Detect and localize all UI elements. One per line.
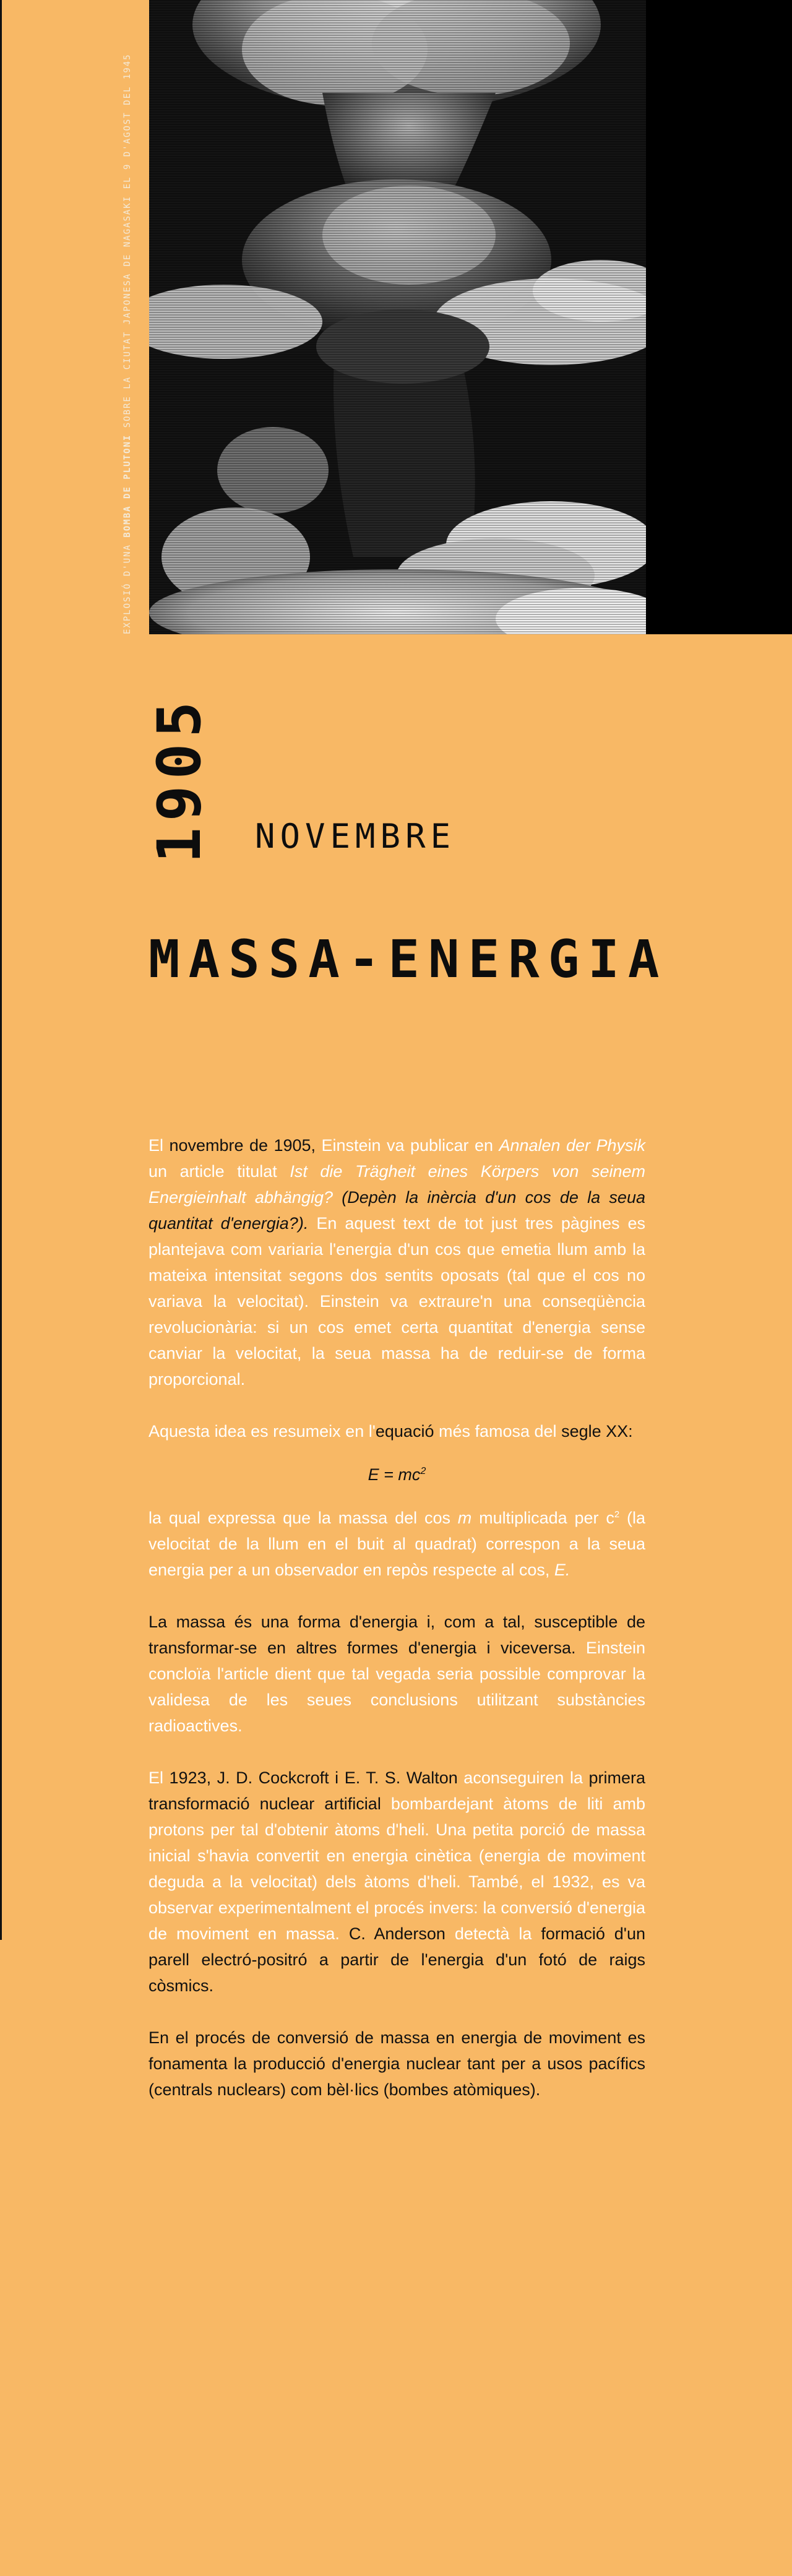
equation-formula: $E = mc^2$ xyxy=(368,1465,426,1484)
year-heading: 1905 xyxy=(145,695,214,863)
paragraph-equation-intro: Aquesta idea es resumeix en l'equació més famosa del segle XX: xyxy=(148,1422,633,1441)
paragraph-history: El 1923, J. D. Cockcroft i E. T. S. Walton aconseguiren la primera transformació nuclear artificial bombardejant àtoms de liti amb protons per tal d'obtenir àtoms d'heli. Una petita porció de massa inicial s'havia convertit en energia cinètica (energia de moviment deguda a la velocitat) dels àtoms d'heli. També, el 1932, es va observar experimentalment el procés invers: la conversió d'energia de moviment en massa. C. Anderson detectà la formació d'un parell electró-positró a partir de l'energia d'un fotó de raigs còsmics. xyxy=(148,1768,646,1995)
month-heading: NOVEMBRE xyxy=(255,817,456,856)
paragraph-equation-explanation: la qual expressa que la massa del cos m multiplicada per $c^2$ (la velocitat de la llum en el buit al quadrat) correspon a la seua energia per a un observador en repòs respecte al cos, E. xyxy=(148,1509,645,1579)
paragraph-mass-energy: La massa és una forma d'energia i, com a tal, susceptible de transformar-se en altres formes d'energia i viceversa. Einstein concloïa l'article dient que tal vegada seria possible comprovar la validesa de les seues conclusions utilitzant substàncies radioactives. xyxy=(148,1613,645,1735)
mushroom-cloud-photo xyxy=(149,0,646,634)
photo-caption: EXPLOSIÓ D'UNA BOMBA DE PLUTONI SOBRE LA CIUTAT JAPONESA DE NAGASAKI EL 9 D'AGOST DEL 1945 xyxy=(123,53,132,634)
mushroom-cloud-illustration xyxy=(149,0,646,634)
left-border-rule xyxy=(0,0,2,1940)
paragraph-nuclear-energy: En el procés de conversió de massa en energia de moviment es fonamenta la producció d'energia nuclear tant per a usos pacífics (centrals nuclears) com bèl·lics (bombes atòmiques). xyxy=(148,2028,645,2099)
page-title: MASSA-ENERGIA xyxy=(148,929,668,989)
paragraph-publication: El novembre de 1905, Einstein va publicar en Annalen der Physik un article titulat Ist die Trägheit eines Körpers von seinem Energieinhalt abhängig? (Depèn la inèrcia d'un cos de la seua quantitat d'energia?). En aquest text de tot just tres pàgines es plantejava com variaria l'energia d'un cos que emetia llum amb la mateixa intensitat segons dos sentits oposats (tal que el cos no variava la velocitat). Einstein va extraure'n una conseqüència revolucionària: si un cos emet certa quantitat d'energia sense canviar la velocitat, la seua massa ha de reduir-se de forma proporcional. xyxy=(148,1136,646,1389)
black-side-panel xyxy=(645,0,792,634)
article-body xyxy=(148,1132,645,2129)
